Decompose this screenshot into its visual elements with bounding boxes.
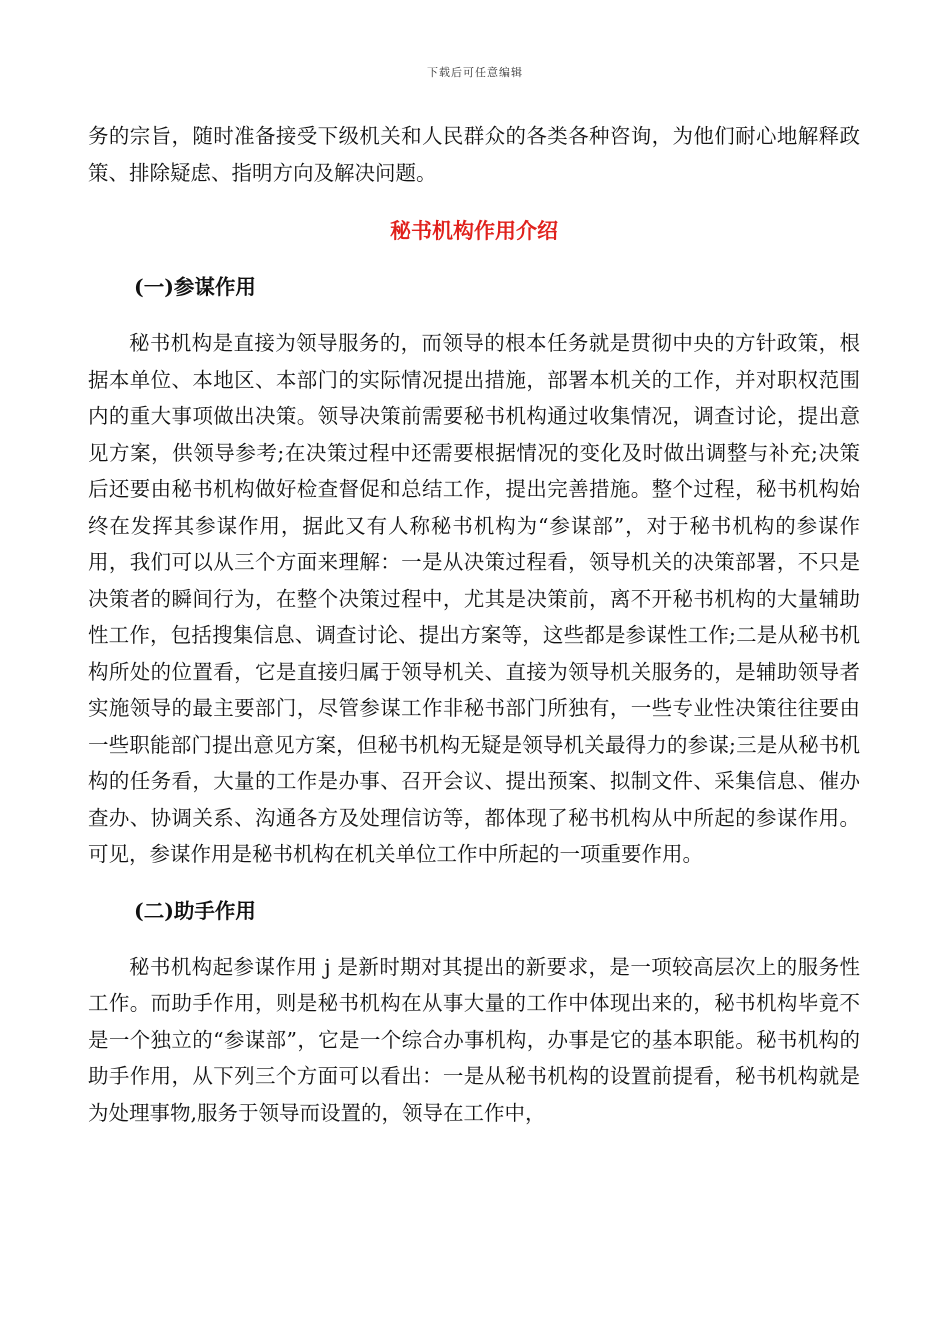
intro-paragraph: 务的宗旨，随时准备接受下级机关和人民群众的各类各种咨询，为他们耐心地解释政策、排除疑虑、指明方向及解决问题。	[88, 124, 860, 185]
paragraph-assistant-role: 秘书机构起参谋作用 j 是新时期对其提出的新要求，是一项较高层次上的服务性工作。而助手作用，则是秘书机构在从事大量的工作中体现出来的，秘书机构毕竟不是一个独立的“参谋部”，它是一个综合办事机构，办事是它的基本职能。秘书机构的助手作用，从下列三个方面可以看出：一是从秘书机构的设置前提看，秘书机构就是为处理事物,服务于领导而设置的，领导在工作中，	[88, 954, 860, 1125]
paragraph-advisory-role: 秘书机构是直接为领导服务的，而领导的根本任务就是贯彻中央的方针政策，根据本单位、本地区、本部门的实际情况提出措施，部署本机关的工作，并对职权范围内的重大事项做出决策。领导决策前需要秘书机构通过收集情况，调查讨论，提出意见方案，供领导参考;在决策过程中还需要根据情况的变化及时做出调整与补充;决策后还要由秘书机构做好检查督促和总结工作，提出完善措施。整个过程，秘书机构始终在发挥其参谋作用，据此又有人称秘书机构为“参谋部”，对于秘书机构的参谋作用，我们可以从三个方面来理解：一是从决策过程看，领导机关的决策部署，不只是决策者的瞬间行为，在整个决策过程中，尤其是决策前，离不开秘书机构的大量辅助性工作，包括搜集信息、调查讨论、提出方案等，这些都是参谋性工作;二是从秘书机构所处的位置看，它是直接归属于领导机关、直接为领导机关服务的，是辅助领导者实施领导的最主要部门，尽管参谋工作非秘书部门所独有，一些专业性决策往往要由一些职能部门提出意见方案，但秘书机构无疑是领导机关最得力的参谋;三是从秘书机构的任务看，大量的工作是办事、召开会议、提出预案、拟制文件、采集信息、催办查办、协调关系、沟通各方及处理信访等，都体现了秘书机构从中所起的参谋作用。可见，参谋作用是秘书机构在机关单位工作中所起的一项重要作用。	[88, 331, 860, 866]
page-header-note: 下载后可任意编辑	[427, 66, 523, 79]
heading-advisory-role: (一)参谋作用	[134, 275, 256, 299]
heading-assistant-role: (二)助手作用	[134, 898, 256, 923]
section-title: 秘书机构作用介绍	[390, 218, 558, 243]
document-body	[88, 118, 860, 1131]
